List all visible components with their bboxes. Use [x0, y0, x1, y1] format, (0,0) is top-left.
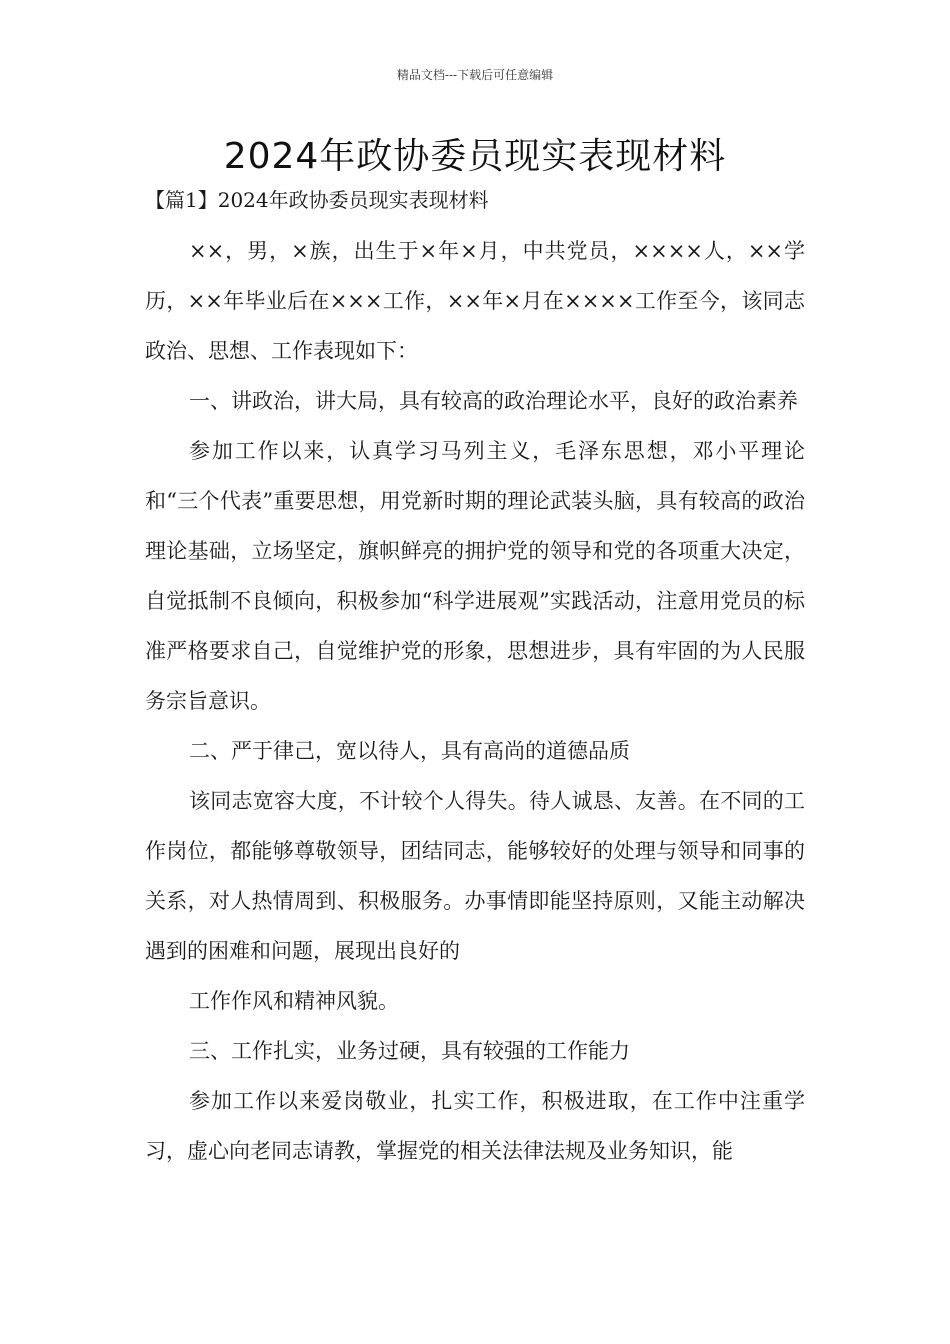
document-title: 2024年政协委员现实表现材料: [223, 136, 727, 177]
paragraph-politics: 参加工作以来，认真学习马列主义，毛泽东思想，邓小平理论和“三个代表”重要思想，用党新时期的理论武装头脑，具有较高的政治理论基础，立场坚定，旗帜鲜亮的拥护党的领导和党的各项重大决定，自觉抵制不良倾向，积极参加“科学进展观”实践活动，注意用党员的标准严格要求自己，自觉维护党的形象，思想进步，具有牢固的为人民服务宗旨意识。: [145, 439, 805, 713]
header-note: 精品文档---下载后可任意编辑: [396, 68, 554, 82]
paragraph-ethics: 该同志宽容大度，不计较个人得失。待人诚恳、友善。在不同的工作岗位，都能够尊敬领导，团结同志，能够较好的处理与领导和同事的关系，对人热情周到、积极服务。办事情即能坚持原则，又能主动解决遇到的困难和问题，展现出良好的: [145, 789, 805, 963]
heading-ethics: 二、严于律己，宽以待人，具有高尚的道德品质: [189, 739, 630, 763]
section-heading: 【篇1】2024年政协委员现实表现材料: [145, 188, 489, 212]
heading-work: 三、工作扎实，业务过硬，具有较强的工作能力: [189, 1039, 630, 1063]
paragraph-ethics-continued: 工作作风和精神风貌。: [189, 989, 399, 1013]
document-body: [145, 226, 805, 1176]
paragraph-work: 参加工作以来爱岗敬业，扎实工作，积极进取，在工作中注重学习，虚心向老同志请教，掌握党的相关法律法规及业务知识，能: [145, 1089, 805, 1163]
heading-politics: 一、讲政治，讲大局，具有较高的政治理论水平，良好的政治素养: [189, 389, 798, 413]
paragraph-intro: ××，男，×族，出生于×年×月，中共党员，××××人，××学历，××年毕业后在×××工作，××年×月在××××工作至今，该同志政治、思想、工作表现如下：: [145, 239, 805, 363]
